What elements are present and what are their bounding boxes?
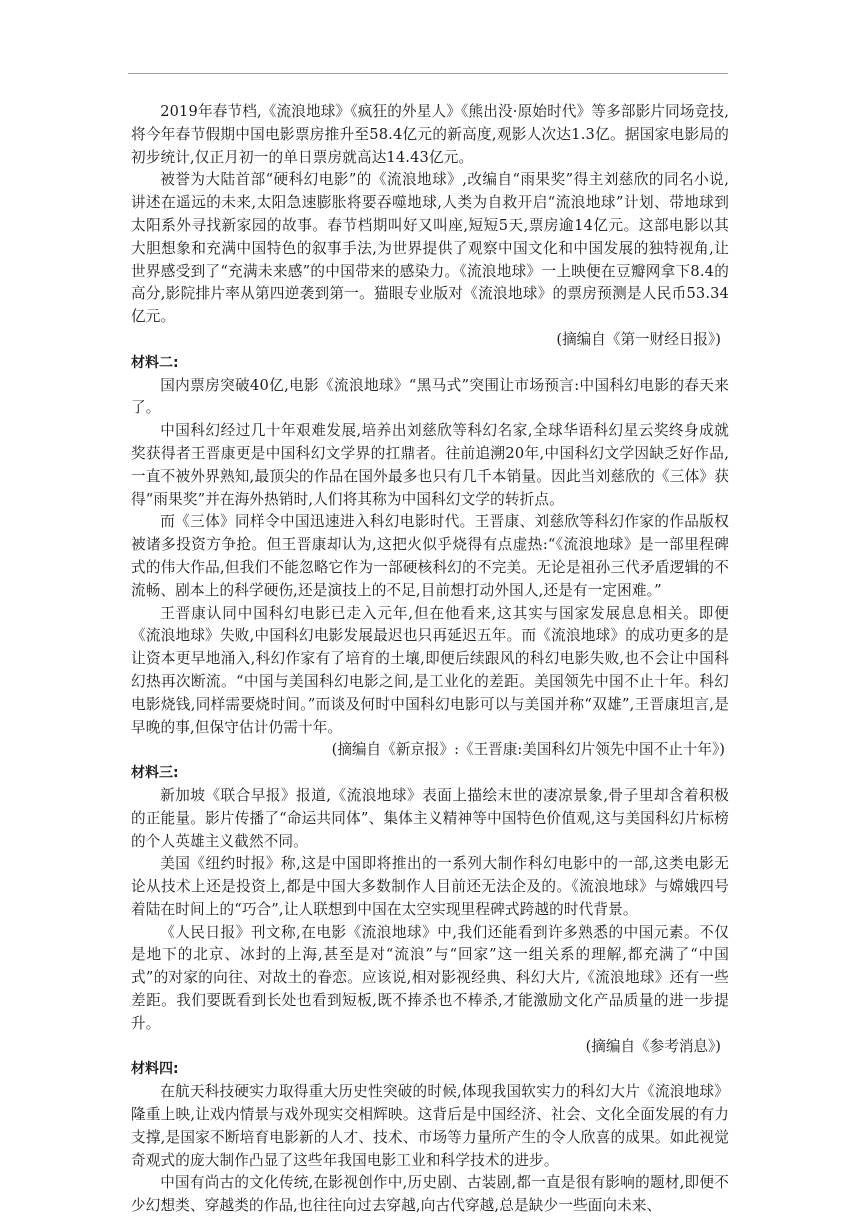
material1-paragraph-1: 2019年春节档,《流浪地球》《疯狂的外星人》《熊出没·原始时代》等多部影片同场竞技,将今年春节假期中国电影票房推升至58.4亿元的新高度,观影人次达1.3亿。据国家电影局的初步统计,仅正月初一的单日票房就高达14.43亿元。 [131, 103, 729, 166]
material2-heading: 材料二: [131, 354, 179, 371]
material3-paragraph-2: 美国《纽约时报》称,这是中国即将推出的一系列大制作科幻电影中的一部,这类电影无论从技术上还是投资上,都是中国大多数制作人目前还无法企及的。《流浪地球》与嫦娥四号着陆在时间上的“巧合”,让人联想到中国在太空实现里程碑式跨越的时代背景。 [131, 855, 729, 918]
material2-paragraph-2: 中国科幻经过几十年艰难发展,培养出刘慈欣等科幻名家,全球华语科幻星云奖终身成就奖获得者王晋康更是中国科幻文学界的扛鼎者。往前追溯20年,中国科幻文学因缺乏好作品,一直不被外界熟知,最顶尖的作品在国外最多也只有几千本销量。因此当刘慈欣的《三体》获得“雨果奖”并在海外热销时,人们将其称为中国科幻文学的转折点。 [131, 422, 729, 508]
material4-paragraph-2: 中国有尚古的文化传统,在影视创作中,历史剧、古装剧,都一直是很有影响的题材,即便不少幻想类、穿越类的作品,也往往向过去穿越,向古代穿越,总是缺少一些面向未来、 [131, 1174, 729, 1215]
material3-paragraph-1: 新加坡《联合早报》报道,《流浪地球》表面上描绘末世的凄凉景象,骨子里却含着积极的正能量。影片传播了“命运共同体”、集体主义精神等中国特色价值观,这与美国科幻片标榜的个人英雄主义截然不同。 [131, 786, 729, 850]
material3-heading: 材料三: [131, 765, 179, 782]
material2-source: (摘编自《新京报》:《王晋康:美国科幻片领先中国不止十年》) [331, 741, 725, 759]
material3-paragraph-3: 《人民日报》刊文称,在电影《流浪地球》中,我们还能看到许多熟悉的中国元素。不仅是地下的北京、冰封的上海,甚至是对“流浪”与“回家”这一组关系的理解,都充满了“中国式”的对家的向往、对故土的眷恋。应该说,相对影视经典、科幻大片,《流浪地球》还有一些差距。我们要既看到长处也看到短板,既不捧杀也不棒杀,才能激励文化产品质量的进一步提升。 [131, 923, 729, 1032]
material3-source: (摘编自《参考消息》) [585, 1037, 721, 1055]
header-rule [128, 73, 728, 74]
material1-source: (摘编自《第一财经日报》) [556, 330, 721, 348]
material4-heading: 材料四: [131, 1061, 179, 1078]
material1-paragraph-2: 被誉为大陆首部“硬科幻电影”的《流浪地球》,改编自“雨果奖”得主刘慈欣的同名小说,讲述在遥远的未来,太阳急速膨胀将要吞噬地球,人类为自救开启“流浪地球”计划、带地球到太阳系外寻找新家园的故事。春节档期叫好又叫座,短短5天,票房逾14亿元。这部电影以其大胆想象和充满中国特色的叙事手法,为世界提供了观察中国文化和中国发展的独特视角,让世界感受到了“充满未来感”的中国带来的感染力。《流浪地球》一上映便在豆瓣网拿下8.4的高分,影院排片率从第四逆袭到第一。猫眼专业版对《流浪地球》的票房预测是人民币53.34亿元。 [131, 171, 729, 326]
material2-paragraph-3: 而《三体》同样令中国迅速进入科幻电影时代。王晋康、刘慈欣等科幻作家的作品版权被诸多投资方争抢。但王晋康却认为,这把火似乎烧得有点虚热:“《流浪地球》是一部里程碑式的伟大作品,但我们不能忽略它作为一部硬核科幻的不完美。无论是祖孙三代矛盾逻辑的不流畅、剧本上的科学硬伤,还是演技上的不足,目前想打动外国人,还是有一定困难。” [131, 513, 729, 599]
article-body [131, 101, 729, 1218]
material2-paragraph-1: 国内票房突破40亿,电影《流浪地球》“黑马式”突围让市场预言:中国科幻电影的春天来了。 [131, 376, 729, 417]
material2-paragraph-4: 王晋康认同中国科幻电影已走入元年,但在他看来,这其实与国家发展息息相关。即便《流浪地球》失败,中国科幻电影发展最迟也只再延迟五年。而《流浪地球》的成功更多的是让资本更早地涌入,科幻作家有了培育的土壤,即便后续跟风的科幻电影失败,也不会让中国科幻热再次断流。“中国与美国科幻电影之间,是工业化的差距。美国领先中国不止十年。科幻电影烧钱,同样需要烧时间。”而谈及何时中国科幻电影可以与美国并称“双雄”,王晋康坦言,是早晚的事,但保守估计仍需十年。 [131, 604, 729, 736]
material4-paragraph-1: 在航天科技硬实力取得重大历史性突破的时候,体现我国软实力的科幻大片《流浪地球》隆重上映,让戏内情景与戏外现实交相辉映。这背后是中国经济、社会、文化全面发展的有力支撑,是国家不断培育电影新的人才、技术、市场等力量所产生的令人欣喜的成果。如此视觉奇观式的庞大制作凸显了这些年我国电影工业和科学技术的进步。 [131, 1083, 729, 1169]
